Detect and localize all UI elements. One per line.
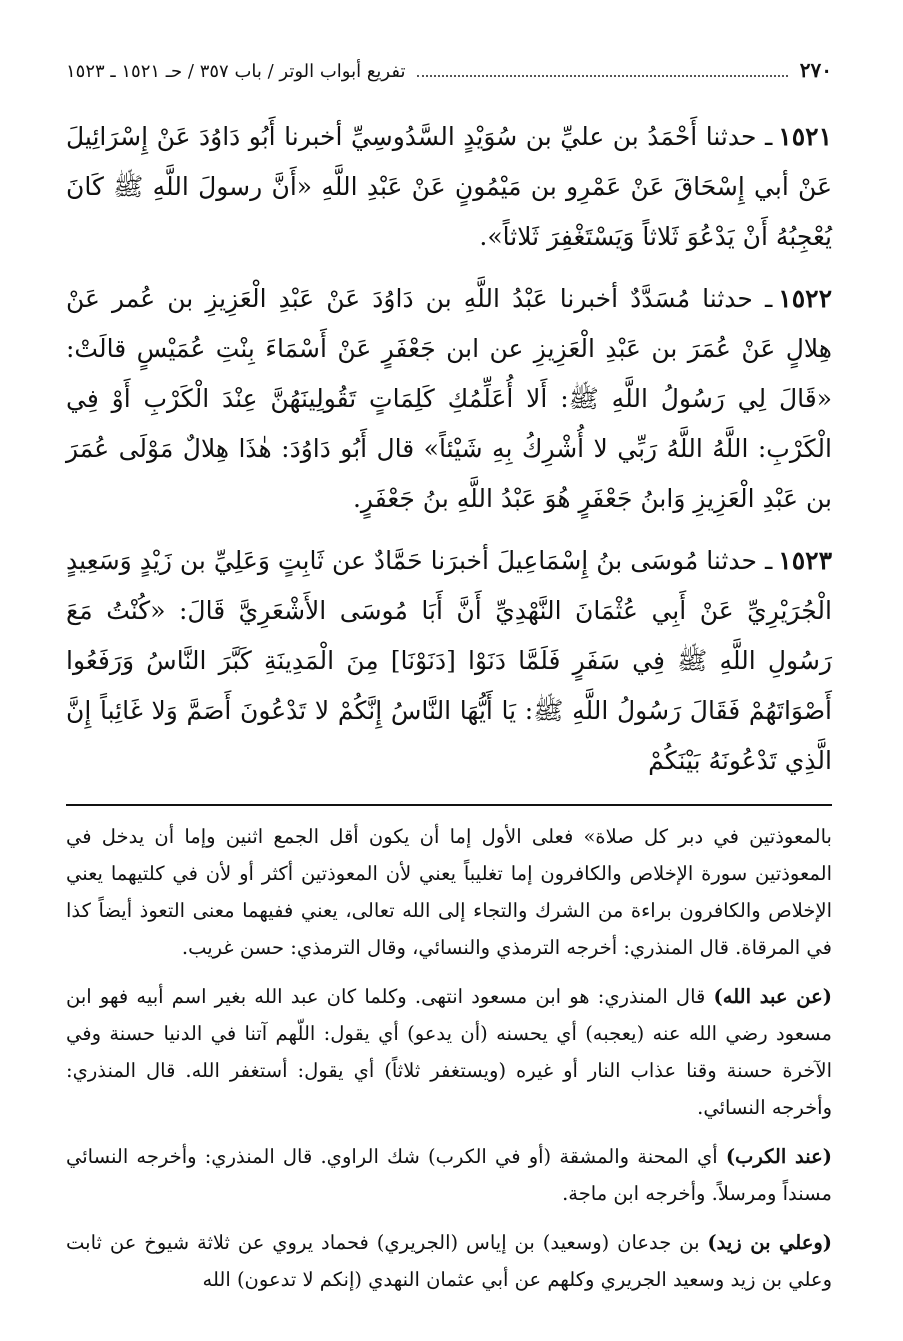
- page-number: ٢٧٠: [799, 58, 832, 82]
- running-title: تفريع أبواب الوتر / باب ٣٥٧ / حـ ١٥٢١ ـ ١٥٢٣: [66, 61, 406, 82]
- hadith-body: ـ حدثنا أَحْمَدُ بن عليِّ بن سُوَيْدٍ السَّدُوسِيِّ أخبرنا أَبُو دَاوُدَ عَنْ إِسْرَائِيلَ عَنْ أبي إِسْحَاقَ عَنْ عَمْرِو بن مَيْمُونٍ عَنْ عَبْدِ اللَّهِ «أَنَّ رسولَ اللَّهِ ﷺ كَانَ يُعْجِبُهُ أَنْ يَدْعُوَ ثَلاثاً وَيَسْتَغْفِرَ ثَلاثاً».: [66, 122, 832, 251]
- hadith-1522: [66, 274, 832, 524]
- commentary-paragraph: [66, 978, 832, 1126]
- commentary-lead: (وعلي بن زيد): [707, 1231, 832, 1254]
- commentary-body: قال المنذري: هو ابن مسعود انتهى. وكلما كان عبد الله بغير اسم أبيه فهو ابن مسعود رضي الله عنه (يعجبه) أي يحسنه (أن يدعو) أي يقول: اللّهم آتنا في الدنيا حسنة وفي الآخرة حسنة وقنا عذاب النار أو غيره (ويستغفر ثلاثاً) أي يقول: أستغفر الله. قال المنذري: وأخرجه النسائي.: [66, 985, 832, 1119]
- commentary-lead: (عن عبد الله): [713, 985, 832, 1008]
- commentary-section: [66, 818, 832, 1298]
- hadith-text-section: [66, 112, 832, 786]
- hadith-number: ١٥٢٣: [778, 546, 832, 575]
- commentary-paragraph: [66, 1138, 832, 1212]
- commentary-body: بن جدعان (وسعيد) بن إياس (الجريري) فحماد يروي عن ثلاثة شيوخ عن ثابت وعلي بن زيد وسعيد الجريري وكلهم عن أبي عثمان النهدي (إنكم لا تدعون) الله: [66, 1231, 832, 1291]
- commentary-paragraph: [66, 818, 832, 966]
- commentary-body: أي المحنة والمشقة (أو في الكرب) شك الراوي. قال المنذري: وأخرجه النسائي مسنداً ومرسلاً. وأخرجه ابن ماجة.: [66, 1145, 832, 1205]
- hadith-body: ـ حدثنا مُوسَى بنُ إِسْمَاعِيلَ أخبرَنا حَمَّادٌ عن ثَابِتٍ وَعَلِيِّ بن زَيْدٍ وَسَعِيدٍ الْجُرَيْرِيِّ عَنْ أَبِي عُثْمَانَ النَّهْدِيِّ أَنَّ أَبَا مُوسَى الأَشْعَرِيَّ قَالَ: «كُنْتُ مَعَ رَسُولِ اللَّهِ ﷺ فِي سَفَرٍ فَلَمَّا دَنَوْا [دَنَوْنَا] مِنَ الْمَدِينَةِ كَبَّرَ النَّاسُ وَرَفَعُوا أَصْوَاتَهُمْ فَقَالَ رَسُولُ اللَّهِ ﷺ: يَا أَيُّهَا النَّاسُ إِنَّكُمْ لا تَدْعُونَ أَصَمَّ وَلا غَائِباً إِنَّ الَّذِي تَدْعُونَهُ بَيْنَكُمْ: [66, 546, 832, 775]
- hadith-number: ١٥٢٢: [778, 284, 832, 313]
- page-header: [66, 50, 832, 90]
- hadith-body: ـ حدثنا مُسَدَّدٌ أخبرنا عَبْدُ اللَّهِ بن دَاوُدَ عَنْ عَبْدِ الْعَزِيزِ بن عُمر عَنْ هِلالٍ عَنْ عُمَرَ بن عَبْدِ الْعَزِيزِ عن ابن جَعْفَرٍ عَنْ أَسْمَاءَ بِنْتِ عُمَيْسٍ قالَتْ: «قَالَ لِي رَسُولُ اللَّهِ ﷺ: أَلا أُعَلِّمُكِ كَلِمَاتٍ تَقُولِينَهُنَّ عِنْدَ الْكَرْبِ أَوْ فِي الْكَرْبِ: اللَّهُ اللَّهُ رَبِّي لا أُشْرِكُ بِهِ شَيْئاً» قال أَبُو دَاوُدَ: هٰذَا هِلالٌ مَوْلَى عُمَرَ بن عَبْدِ الْعَزِيزِ وَابنُ جَعْفَرٍ هُوَ عَبْدُ اللَّهِ بنُ جَعْفَرٍ.: [66, 284, 832, 513]
- commentary-body: بالمعوذتين في دبر كل صلاة» فعلى الأول إما أن يكون أقل الجمع اثنين وإما أن يدخل في المعوذتين سورة الإخلاص والكافرون إما تغليباً يعني لأن المعوذتين أكثر أو لأن في كلتيهما يعني الإخلاص والكافرون براءة من الشرك والتجاء إلى الله تعالى، يعني ففيهما معنى التعوذ أيضاً كذا في المرقاة. قال المنذري: أخرجه الترمذي والنسائي، وقال الترمذي: حسن غريب.: [66, 825, 832, 959]
- hadith-1521: [66, 112, 832, 262]
- commentary-lead: (عند الكرب): [725, 1145, 833, 1168]
- header-dot-leader: [417, 55, 787, 77]
- footnote-divider: [66, 804, 832, 806]
- book-page: [66, 50, 832, 1310]
- commentary-paragraph: [66, 1224, 832, 1298]
- hadith-number: ١٥٢١: [778, 122, 832, 151]
- hadith-1523: [66, 536, 832, 786]
